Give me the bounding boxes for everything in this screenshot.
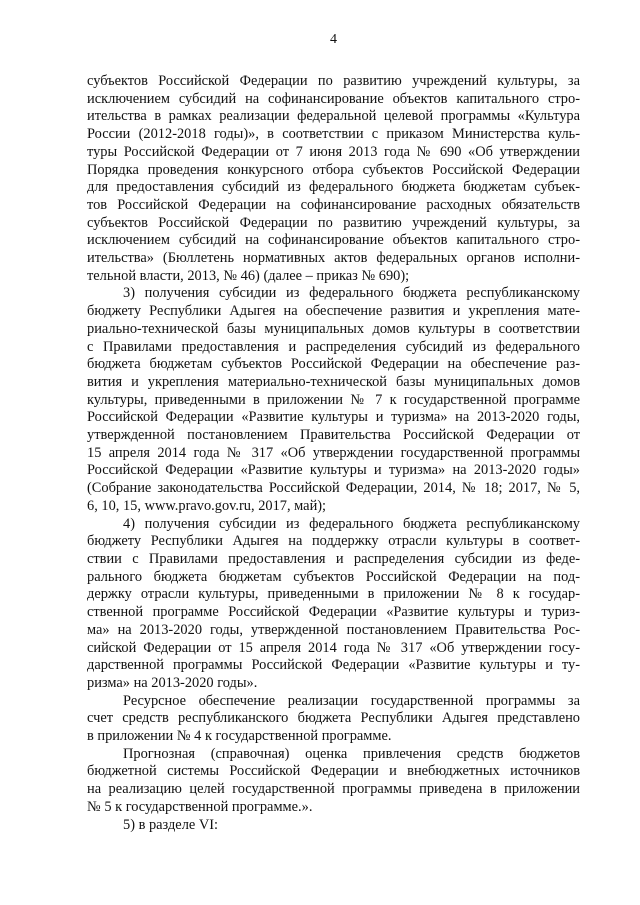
text-line: 6, 10, 15, www.pravo.gov.ru, 2017, май); xyxy=(87,497,327,514)
text-line: Ресурсное обеспечение реализации государственной программы за xyxy=(123,692,580,709)
text-line: бюджету Республики Адыгея на обеспечение развития и укрепления мате- xyxy=(87,303,580,320)
document-body xyxy=(87,73,580,834)
text-line: культуры, приведенными в приложении № 7 к государственной программе xyxy=(87,391,580,408)
text-line: субъектов Российской Федерации по развитию учреждений культуры, за xyxy=(87,214,580,231)
text-line: счет средств республиканского бюджета Республики Адыгея представлено xyxy=(87,710,580,727)
paragraph xyxy=(87,817,580,835)
paragraph xyxy=(87,285,580,515)
text-line: Порядка проведения конкурсного отбора субъектов Российской Федерации xyxy=(87,161,580,178)
paragraph xyxy=(87,516,580,693)
text-line: 3) получения субсидии из федерального бюджета республиканскому xyxy=(123,285,580,302)
text-line: ственной программе Российской Федерации «Развитие культуры и туриз- xyxy=(87,604,580,621)
text-line: Прогнозная (справочная) оценка привлечения средств бюджетов xyxy=(123,745,580,762)
text-line: утвержденной постановлением Правительства Российской Федерации от xyxy=(87,427,580,444)
text-line: ризма» на 2013-2020 годы». xyxy=(87,674,258,691)
text-line: держку отрасли культуры, приведенными в приложении № 8 к государ- xyxy=(87,586,580,603)
text-line: ительства» (Бюллетень нормативных актов федеральных органов исполни- xyxy=(87,250,580,267)
text-line: тов Российской Федерации на софинансирование расходных обязательств xyxy=(87,196,580,213)
text-line: бюджета бюджетам субъектов Российской Федерации на обеспечение раз- xyxy=(87,356,580,373)
text-line: субъектов Российской Федерации по развитию учреждений культуры, за xyxy=(87,73,580,89)
text-line: исключением субсидий на софинансирование объектов капитального стро- xyxy=(87,232,580,249)
text-line: с Правилами предоставления и распределения субсидий из федерального xyxy=(87,338,580,355)
text-line: для предоставления субсидий из федерального бюджета бюджетам субъек- xyxy=(87,179,580,196)
text-line: дарственной программы Российской Федерации «Развитие культуры и ту- xyxy=(87,657,580,674)
paragraph xyxy=(87,693,580,746)
text-line: бюджетной системы Российской Федерации и внебюджетных источников xyxy=(87,763,580,780)
text-line: № 5 к государственной программе.». xyxy=(87,798,313,815)
text-line: Российской Федерации «Развитие культуры и туризма» на 2013-2020 годы» xyxy=(87,462,580,479)
text-line: рального бюджета бюджетам субъектов Российской Федерации на под- xyxy=(87,568,580,585)
text-line: ительства в рамках реализации федеральной целевой программы «Культура xyxy=(87,108,580,125)
text-line: 15 апреля 2014 года № 317 «Об утверждении государственной программы xyxy=(87,444,580,461)
text-line: бюджету Республики Адыгея на поддержку отрасли культуры в соответ- xyxy=(87,533,580,550)
text-line: ствии с Правилами предоставления и распределения субсидии из феде- xyxy=(87,550,580,567)
text-line: исключением субсидий на софинансирование объектов капитального стро- xyxy=(87,90,580,107)
text-line: вития и укрепления материально-технической базы муниципальных домов xyxy=(87,373,580,390)
text-line: 5) в разделе VI: xyxy=(123,816,219,833)
text-line: на реализацию целей государственной программы приведена в приложении xyxy=(87,781,580,798)
paragraph xyxy=(87,73,580,285)
page-number: 4 xyxy=(330,32,337,47)
text-line: Российской Федерации «Развитие культуры и туризма» на 2013-2020 годы, xyxy=(87,409,580,426)
text-line: (Собрание законодательства Российской Федерации, 2014, № 18; 2017, № 5, xyxy=(87,480,580,497)
text-line: России (2012-2018 годы)», в соответствии с приказом Министерства куль- xyxy=(87,126,580,143)
text-line: тельной власти, 2013, № 46) (далее – приказ № 690); xyxy=(87,267,410,284)
text-line: в приложении № 4 к государственной программе. xyxy=(87,728,392,745)
text-line: ма» на 2013-2020 годы, утвержденной постановлением Правительства Рос- xyxy=(87,621,580,638)
paragraph xyxy=(87,746,580,817)
text-line: туры Российской Федерации от 7 июня 2013 года № 690 «Об утверждении xyxy=(87,143,580,160)
text-line: сийской Федерации от 15 апреля 2014 года № 317 «Об утверждении госу- xyxy=(87,639,580,656)
text-line: 4) получения субсидии из федерального бюджета республиканскому xyxy=(123,515,580,532)
text-line: риально-технической базы муниципальных домов культуры в соответствии xyxy=(87,320,580,337)
